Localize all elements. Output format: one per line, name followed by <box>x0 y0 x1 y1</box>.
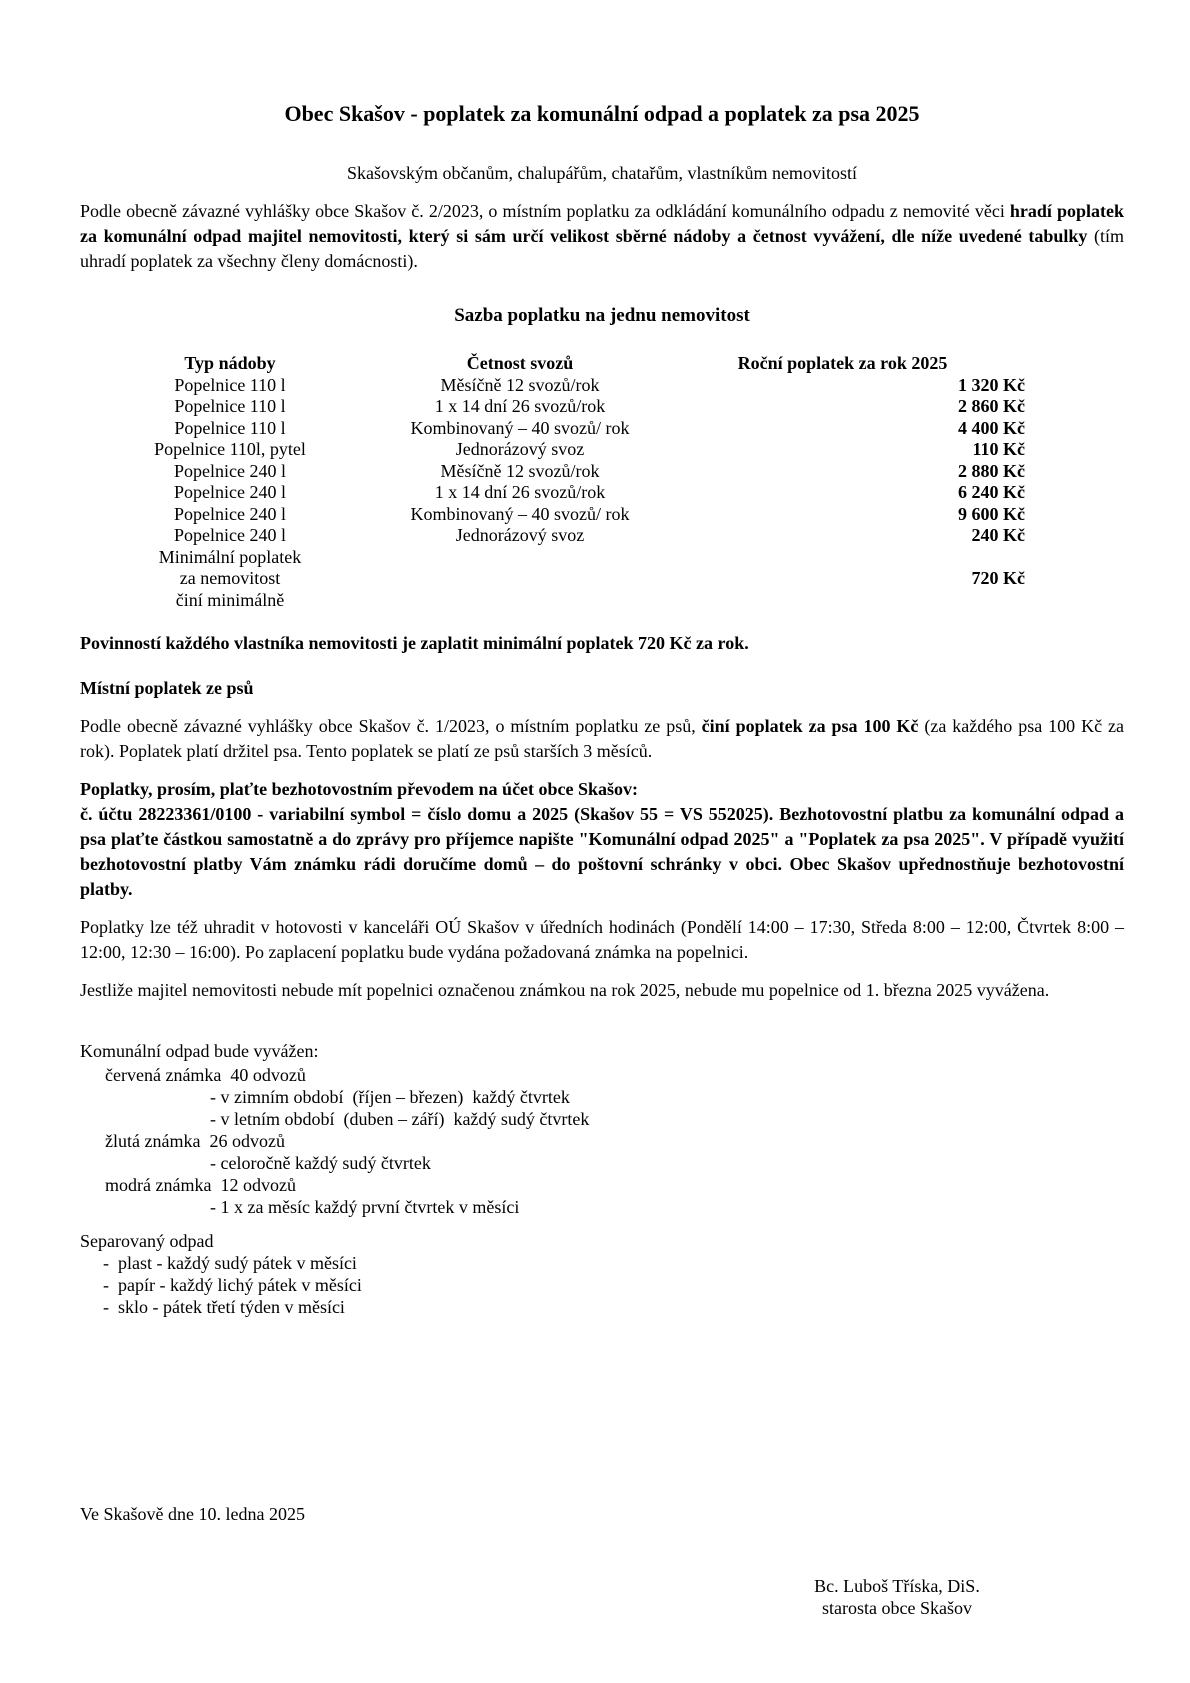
dog-fee-text-regular-tail: (za každého psa 100 Kč za rok). Poplatek platí držitel psa. Tento poplatek se platí ze psů starších 3 měsíců. <box>80 716 1124 761</box>
cell-fee: 110 Kč <box>972 439 1025 459</box>
collection-item-blue: modrá známka 12 odvozů <box>105 1175 296 1195</box>
payment-instructions <box>80 777 1124 902</box>
cell-minimum-fee: 720 Kč <box>971 568 1025 588</box>
cell-minimum-line1: Minimální poplatek <box>158 546 302 567</box>
table-row <box>80 396 1025 418</box>
table-row-minimum <box>80 547 1025 569</box>
cell-container-type: Popelnice 240 l <box>174 460 286 481</box>
cell-frequency: Jednorázový svoz <box>455 439 585 459</box>
document-subtitle: Skašovským občanům, chalupářům, chatařům, vlastníkům nemovitostí <box>347 163 857 183</box>
cell-container-type: Popelnice 240 l <box>174 525 286 545</box>
dog-fee-text-regular: Podle obecně závazné vyhlášky obce Skašov č. 1/2023, o místním poplatku ze psů, <box>80 716 702 736</box>
table-row-minimum <box>80 568 1025 590</box>
column-header-frequency: Četnost svozů <box>466 353 574 373</box>
place-date: Ve Skašově dne 10. ledna 2025 <box>80 1504 305 1524</box>
cell-container-type: Popelnice 110 l <box>174 396 286 416</box>
cell-frequency: Měsíčně 12 svozů/rok <box>440 460 600 481</box>
payment-intro-line: Poplatky, prosím, plaťte bezhotovostním převodem na účet obce Skašov: <box>80 779 639 799</box>
collection-detail-winter: - v zimním období (říjen – březen) každý čtvrtek <box>210 1087 570 1107</box>
cell-fee: 4 400 Kč <box>958 417 1025 438</box>
fee-table-title: Sazba poplatku na jednu nemovitost <box>454 305 750 326</box>
separated-waste-item-plastic: - plast - každý sudý pátek v měsíci <box>103 1253 357 1273</box>
cell-fee: 2 860 Kč <box>958 396 1025 416</box>
table-row <box>80 482 1025 504</box>
cell-minimum-line3: činí minimálně <box>175 589 285 610</box>
payment-details: č. účtu 28223361/0100 - variabilní symbol = číslo domu a 2025 (Skašov 55 = VS 552025). Bezhotovostní platbu za komunální odpad a psa plaťte částkou samostatně a do zprávy pro příjemce napište "Komunální odpad 2025" a "Poplatek za psa 2025". V případě využití bezhotovostní platby Vám známku rádi doručíme domů – do poštovní schránky v obci. Obec Skašov upřednostňuje bezhotovostní platby. <box>80 804 1124 899</box>
cell-frequency: 1 x 14 dní 26 svozů/rok <box>434 396 606 416</box>
intro-paragraph <box>80 199 1124 274</box>
table-row <box>80 525 1025 547</box>
cell-frequency: Kombinovaný – 40 svozů/ rok <box>410 503 630 524</box>
table-row <box>80 375 1025 397</box>
table-row-minimum <box>80 590 1025 612</box>
column-header-container-type: Typ nádoby <box>184 353 276 373</box>
cell-frequency: Kombinovaný – 40 svozů/ rok <box>410 417 630 438</box>
sticker-warning-paragraph: Jestliže majitel nemovitosti nebude mít popelnici označenou známkou na rok 2025, nebude mu popelnice od 1. března 2025 vyvážena. <box>80 980 1050 1000</box>
document-title: Obec Skašov - poplatek za komunální odpad a poplatek za psa 2025 <box>284 101 920 126</box>
intro-text-regular: Podle obecně závazné vyhlášky obce Skašov č. 2/2023, o místním poplatku za odkládání komunálního odpadu z nemovité věci <box>80 201 1010 221</box>
collection-schedule-heading: Komunální odpad bude vyvážen: <box>80 1041 319 1061</box>
table-row <box>80 504 1025 526</box>
cell-container-type: Popelnice 110 l <box>174 374 286 395</box>
cell-fee: 9 600 Kč <box>958 503 1025 524</box>
separated-waste-item-glass: - sklo - pátek třetí týden v měsíci <box>103 1297 345 1317</box>
separated-waste-item-paper: - papír - každý lichý pátek v měsíci <box>103 1275 362 1295</box>
table-header-row <box>80 353 1025 375</box>
minimum-fee-obligation: Povinností každého vlastníka nemovitosti je zaplatit minimální poplatek 720 Kč za rok. <box>80 633 749 653</box>
table-row <box>80 418 1025 440</box>
cell-fee: 6 240 Kč <box>958 482 1025 502</box>
collection-detail-summer: - v letním období (duben – září) každý sudý čtvrtek <box>210 1109 590 1129</box>
signature-name: Bc. Luboš Tříska, DiS. <box>814 1576 980 1596</box>
cell-minimum-line2: za nemovitost <box>179 568 281 588</box>
collection-item-red: červená známka 40 odvozů <box>105 1065 306 1085</box>
collection-item-yellow: žlutá známka 26 odvozů <box>105 1131 285 1151</box>
cell-fee: 240 Kč <box>971 525 1025 545</box>
table-row <box>80 439 1025 461</box>
intro-text-regular-tail: (tím uhradí poplatek za všechny členy domácnosti). <box>80 226 1124 271</box>
cell-frequency: 1 x 14 dní 26 svozů/rok <box>434 482 606 502</box>
cell-fee: 1 320 Kč <box>958 374 1025 395</box>
cell-frequency: Měsíčně 12 svozů/rok <box>440 374 600 395</box>
column-header-annual-fee: Roční poplatek za rok 2025 <box>737 353 948 373</box>
dog-fee-heading: Místní poplatek ze psů <box>80 678 254 698</box>
cell-container-type: Popelnice 240 l <box>174 482 286 502</box>
dog-fee-paragraph <box>80 714 1124 764</box>
fee-table <box>80 353 1025 611</box>
cell-frequency: Jednorázový svoz <box>455 525 585 545</box>
cash-payment-paragraph: Poplatky lze též uhradit v hotovosti v kanceláři OÚ Skašov v úředních hodinách (Pondělí 14:00 – 17:30, Středa 8:00 – 12:00, Čtvrtek 8:00 – 12:00, 12:30 – 16:00). Po zaplacení poplatku bude vydána požadovaná známka na popelnici. <box>80 917 1124 962</box>
signature-block <box>757 1575 1037 1619</box>
cell-container-type: Popelnice 110 l <box>174 417 286 438</box>
cell-fee: 2 880 Kč <box>958 460 1025 481</box>
cell-container-type: Popelnice 240 l <box>174 503 286 524</box>
collection-detail-monthly: - 1 x za měsíc každý první čtvrtek v měsíci <box>210 1197 520 1217</box>
collection-detail-yearround: - celoročně každý sudý čtvrtek <box>210 1153 431 1173</box>
dog-fee-text-bold: činí poplatek za psa 100 Kč <box>701 716 919 736</box>
intro-text-bold: hradí poplatek za komunální odpad majitel nemovitosti, který si sám určí velikost sběrné nádoby a četnost vyvážení, dle níže uvedené tabulky <box>80 201 1124 246</box>
cell-container-type: Popelnice 110l, pytel <box>154 439 306 459</box>
separated-waste-heading: Separovaný odpad <box>80 1231 214 1251</box>
table-row <box>80 461 1025 483</box>
signature-title: starosta obce Skašov <box>822 1598 972 1618</box>
